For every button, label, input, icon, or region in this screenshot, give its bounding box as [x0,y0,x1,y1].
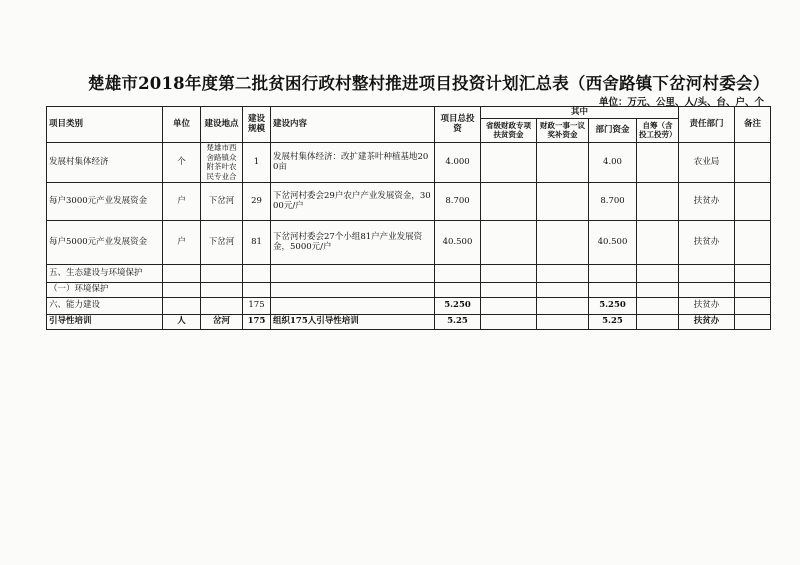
header-location: 建设地点 [201,107,243,143]
cell-location [201,264,243,282]
cell-dept-fund: 4.00 [589,142,637,182]
header-project-type: 项目类别 [47,107,163,143]
cell-one-matter-fund [537,220,589,264]
header-unit: 单位 [163,107,201,143]
cell-responsible-dept: 扶贫办 [679,182,735,220]
cell-self-raised [637,314,679,329]
cell-location: 岔河 [201,314,243,329]
cell-unit [163,282,201,297]
header-remarks: 备注 [735,107,771,143]
cell-remarks [735,182,771,220]
cell-scale: 81 [243,220,271,264]
cell-remarks [735,220,771,264]
cell-project-type: 每户5000元产业发展资金 [47,220,163,264]
table-row [47,220,771,264]
cell-project-type: 六、能力建设 [47,297,163,314]
header-responsible-dept: 责任部门 [679,107,735,143]
cell-total-investment: 5.25 [435,314,481,329]
cell-provincial-fund [481,297,537,314]
header-provincial-fund: 省级财政专项扶贫资金 [481,118,537,142]
cell-responsible-dept: 扶贫办 [679,220,735,264]
cell-location: 下岔河 [201,220,243,264]
cell-responsible-dept: 扶贫办 [679,314,735,329]
cell-one-matter-fund [537,142,589,182]
cell-remarks [735,297,771,314]
cell-responsible-dept: 扶贫办 [679,297,735,314]
cell-self-raised [637,142,679,182]
cell-self-raised [637,182,679,220]
cell-responsible-dept [679,264,735,282]
cell-content: 组织175人引导性培训 [271,314,435,329]
cell-content [271,297,435,314]
cell-dept-fund: 40.500 [589,220,637,264]
cell-location: 下岔河 [201,182,243,220]
table-row [47,314,771,329]
cell-location [201,297,243,314]
cell-dept-fund: 5.25 [589,314,637,329]
cell-content: 下岔河村委会27个小组81户产业发展资金，5000元/户 [271,220,435,264]
cell-content [271,264,435,282]
cell-one-matter-fund [537,182,589,220]
cell-self-raised [637,264,679,282]
document-title: 楚雄市2018年度第二批贫困行政村整村推进项目投资计划汇总表（西舍路镇下岔河村委会） [88,74,770,93]
cell-scale [243,282,271,297]
cell-provincial-fund [481,182,537,220]
cell-scale: 1 [243,142,271,182]
header-content: 建设内容 [271,107,435,143]
cell-provincial-fund [481,282,537,297]
cell-total-investment [435,264,481,282]
table-row [47,282,771,297]
cell-dept-fund [589,264,637,282]
header-one-matter-fund: 财政一事一议奖补资金 [537,118,589,142]
cell-provincial-fund [481,220,537,264]
cell-dept-fund: 8.700 [589,182,637,220]
cell-scale: 29 [243,182,271,220]
cell-project-type: 五、生态建设与环境保护 [47,264,163,282]
cell-unit: 户 [163,220,201,264]
cell-unit: 个 [163,142,201,182]
cell-content: 下岔河村委会29户农户产业发展资金，3000元/户 [271,182,435,220]
table-row [47,264,771,282]
cell-self-raised [637,297,679,314]
table-row [47,297,771,314]
cell-project-type: 每户3000元产业发展资金 [47,182,163,220]
cell-self-raised [637,220,679,264]
cell-provincial-fund [481,314,537,329]
cell-remarks [735,142,771,182]
cell-one-matter-fund [537,264,589,282]
table-row [47,142,771,182]
investment-plan-table [46,106,771,330]
cell-location: 楚雄市西舍路镇众附茶叶农民专业合 [201,142,243,182]
cell-self-raised [637,282,679,297]
cell-responsible-dept: 农业局 [679,142,735,182]
cell-scale: 175 [243,297,271,314]
cell-location [201,282,243,297]
header-self-raised: 自筹（含投工投劳） [637,118,679,142]
cell-one-matter-fund [537,314,589,329]
cell-unit [163,264,201,282]
header-scale: 建设规模 [243,107,271,143]
unit-note: 单位：万元、公里、人/头、台、户、个 [599,97,764,108]
cell-dept-fund [589,282,637,297]
table-row [47,182,771,220]
cell-content: 发展村集体经济：改扩建茶叶种植基地200亩 [271,142,435,182]
cell-scale [243,264,271,282]
cell-responsible-dept [679,282,735,297]
cell-content [271,282,435,297]
cell-remarks [735,282,771,297]
cell-project-type: 发展村集体经济 [47,142,163,182]
header-group-of-which: 其中 [481,107,679,119]
header-total-investment: 项目总投资 [435,107,481,143]
cell-unit: 户 [163,182,201,220]
cell-remarks [735,264,771,282]
cell-one-matter-fund [537,282,589,297]
cell-dept-fund: 5.250 [589,297,637,314]
cell-provincial-fund [481,264,537,282]
cell-project-type: （一）环境保护 [47,282,163,297]
cell-unit [163,297,201,314]
header-dept-fund: 部门资金 [589,118,637,142]
cell-total-investment [435,282,481,297]
cell-project-type: 引导性培训 [47,314,163,329]
cell-total-investment: 40.500 [435,220,481,264]
cell-total-investment: 4.000 [435,142,481,182]
cell-one-matter-fund [537,297,589,314]
cell-total-investment: 5.250 [435,297,481,314]
cell-remarks [735,314,771,329]
cell-unit: 人 [163,314,201,329]
cell-total-investment: 8.700 [435,182,481,220]
cell-scale: 175 [243,314,271,329]
cell-provincial-fund [481,142,537,182]
